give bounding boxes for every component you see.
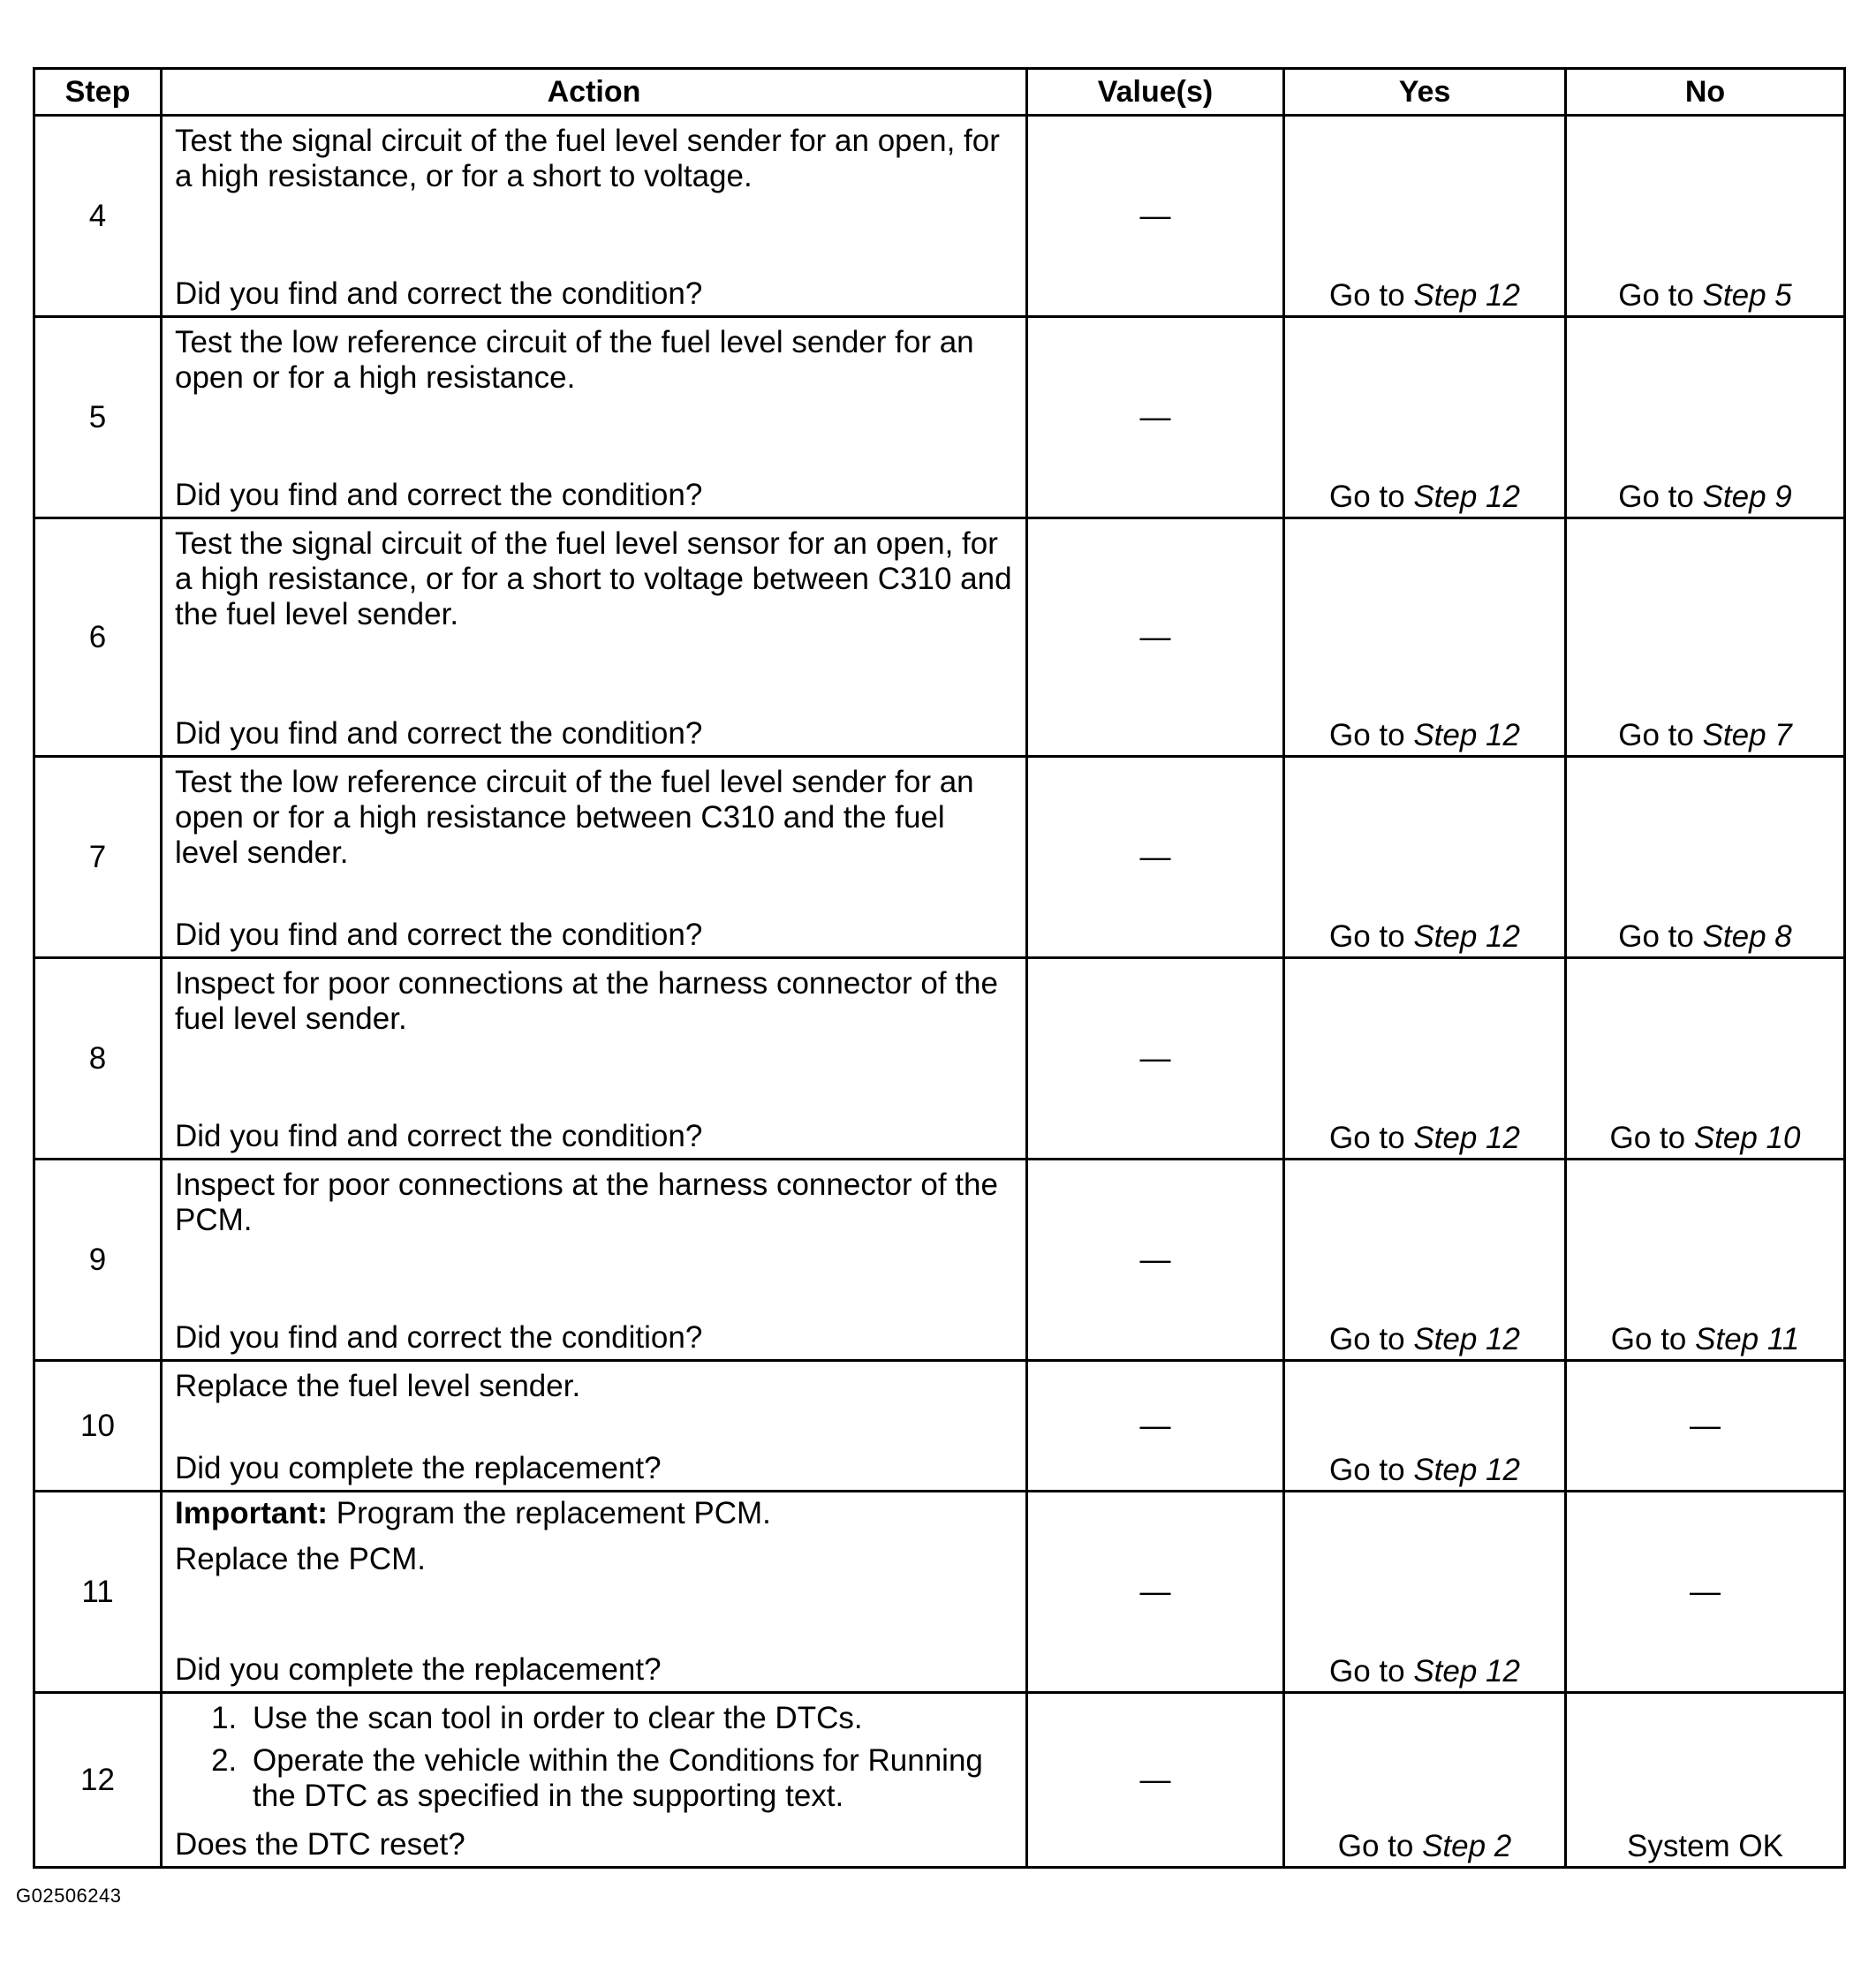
header-action: Action xyxy=(162,69,1027,116)
no-step-link[interactable]: Step 5 xyxy=(1702,278,1792,313)
header-step: Step xyxy=(34,69,162,116)
action-question: Did you find and correct the condition? xyxy=(175,1320,703,1355)
table-row xyxy=(34,1160,1845,1361)
yes-step-link[interactable]: Step 2 xyxy=(1422,1829,1512,1863)
goto-prefix: Go to xyxy=(1609,1121,1694,1155)
no-cell xyxy=(1566,958,1845,1160)
step-number: 5 xyxy=(34,317,162,518)
action-question: Did you find and correct the condition? xyxy=(175,1119,703,1153)
header-values: Value(s) xyxy=(1027,69,1284,116)
goto-prefix: Go to xyxy=(1329,1121,1414,1155)
value-cell: — xyxy=(1027,1492,1284,1693)
goto-prefix: Go to xyxy=(1329,1654,1414,1689)
yes-step-link[interactable]: Step 12 xyxy=(1413,1453,1520,1487)
yes-cell xyxy=(1284,1361,1566,1492)
important-text: Program the replacement PCM. xyxy=(328,1496,771,1530)
table-row xyxy=(34,1492,1845,1693)
yes-cell xyxy=(1284,116,1566,317)
no-step-link[interactable]: Step 7 xyxy=(1702,718,1792,752)
action-text: Test the low reference circuit of the fuel level sender for an open or for a high resistance between C310 and the fuel level sender. xyxy=(175,765,974,870)
table-row xyxy=(34,1693,1845,1868)
step-number: 10 xyxy=(34,1361,162,1492)
action-cell xyxy=(162,757,1027,958)
action-question: Did you find and correct the condition? xyxy=(175,478,703,512)
value-cell: — xyxy=(1027,1160,1284,1361)
table-row xyxy=(34,958,1845,1160)
no-step-link[interactable]: Step 9 xyxy=(1702,480,1792,514)
action-cell xyxy=(162,518,1027,757)
header-row xyxy=(34,69,1845,116)
step-number: 12 xyxy=(34,1693,162,1868)
figure-id: G02506243 xyxy=(16,1885,122,1907)
yes-step-link[interactable]: Step 12 xyxy=(1413,1654,1520,1689)
goto-prefix: Go to xyxy=(1329,1322,1414,1356)
goto-prefix: Go to xyxy=(1329,718,1414,752)
step-number: 6 xyxy=(34,518,162,757)
action-question: Did you complete the replacement? xyxy=(175,1652,662,1687)
yes-cell xyxy=(1284,1492,1566,1693)
yes-cell xyxy=(1284,1693,1566,1868)
action-cell xyxy=(162,1693,1027,1868)
action-cell xyxy=(162,1160,1027,1361)
goto-prefix: Go to xyxy=(1610,1322,1696,1356)
value-cell: — xyxy=(1027,1361,1284,1492)
value-cell: — xyxy=(1027,1693,1284,1868)
action-text: Inspect for poor connections at the harness connector of the fuel level sender. xyxy=(175,966,998,1036)
no-step-link[interactable]: Step 8 xyxy=(1702,919,1792,954)
goto-prefix: Go to xyxy=(1329,919,1414,954)
important-note xyxy=(175,1496,1013,1531)
yes-cell xyxy=(1284,317,1566,518)
yes-step-link[interactable]: Step 12 xyxy=(1413,919,1520,954)
yes-step-link[interactable]: Step 12 xyxy=(1413,480,1520,514)
value-cell: — xyxy=(1027,757,1284,958)
yes-cell xyxy=(1284,757,1566,958)
action-text: Replace the PCM. xyxy=(175,1542,427,1576)
action-cell xyxy=(162,317,1027,518)
goto-prefix: Go to xyxy=(1329,480,1414,514)
table-row xyxy=(34,1361,1845,1492)
step-number: 7 xyxy=(34,757,162,958)
no-cell: System OK xyxy=(1566,1693,1845,1868)
step-number: 11 xyxy=(34,1492,162,1693)
step-number: 8 xyxy=(34,958,162,1160)
goto-prefix: Go to xyxy=(1618,480,1703,514)
no-cell xyxy=(1566,757,1845,958)
no-cell xyxy=(1566,116,1845,317)
yes-step-link[interactable]: Step 12 xyxy=(1413,718,1520,752)
header-no: No xyxy=(1566,69,1845,116)
header-yes: Yes xyxy=(1284,69,1566,116)
value-cell: — xyxy=(1027,116,1284,317)
action-cell xyxy=(162,958,1027,1160)
list-item: 2. Operate the vehicle within the Conditions for Running the DTC as specified in the supporting text. xyxy=(246,1743,1013,1814)
no-cell: — xyxy=(1566,1361,1845,1492)
no-cell: — xyxy=(1566,1492,1845,1693)
action-question: Did you find and correct the condition? xyxy=(175,918,703,952)
value-cell: — xyxy=(1027,958,1284,1160)
list-item: 1. Use the scan tool in order to clear the DTCs. xyxy=(246,1701,1013,1736)
action-step-list xyxy=(175,1701,1013,1814)
action-text: Replace the fuel level sender. xyxy=(175,1369,581,1403)
yes-step-link[interactable]: Step 12 xyxy=(1413,1121,1520,1155)
no-step-link[interactable]: Step 10 xyxy=(1693,1121,1801,1155)
yes-step-link[interactable]: Step 12 xyxy=(1413,1322,1520,1356)
action-text: Test the signal circuit of the fuel level sender for an open, for a high resistance, or for a short to voltage. xyxy=(175,124,1000,193)
yes-cell xyxy=(1284,958,1566,1160)
action-question: Does the DTC reset? xyxy=(175,1827,465,1862)
table-row xyxy=(34,317,1845,518)
goto-prefix: Go to xyxy=(1618,278,1703,313)
step-number: 9 xyxy=(34,1160,162,1361)
diagnostic-steps-table xyxy=(33,67,1846,1869)
goto-prefix: Go to xyxy=(1329,1453,1414,1487)
goto-prefix: Go to xyxy=(1337,1829,1423,1863)
action-cell xyxy=(162,1492,1027,1693)
value-cell: — xyxy=(1027,317,1284,518)
action-text: Inspect for poor connections at the harness connector of the PCM. xyxy=(175,1167,998,1237)
goto-prefix: Go to xyxy=(1329,278,1414,313)
no-cell xyxy=(1566,1160,1845,1361)
yes-cell xyxy=(1284,1160,1566,1361)
goto-prefix: Go to xyxy=(1618,718,1703,752)
table-row xyxy=(34,518,1845,757)
table-row xyxy=(34,757,1845,958)
yes-step-link[interactable]: Step 12 xyxy=(1413,278,1520,313)
no-step-link[interactable]: Step 11 xyxy=(1695,1322,1800,1356)
action-cell xyxy=(162,116,1027,317)
action-question: Did you complete the replacement? xyxy=(175,1451,662,1485)
step-number: 4 xyxy=(34,116,162,317)
value-cell: — xyxy=(1027,518,1284,757)
no-cell xyxy=(1566,518,1845,757)
table-row xyxy=(34,116,1845,317)
action-question: Did you find and correct the condition? xyxy=(175,716,703,751)
action-text: Test the signal circuit of the fuel level sensor for an open, for a high resistance, or for a short to voltage between C310 and the fuel level sender. xyxy=(175,526,1012,631)
action-text: Test the low reference circuit of the fuel level sender for an open or for a high resistance. xyxy=(175,325,974,395)
important-label: Important: xyxy=(175,1496,329,1530)
yes-cell xyxy=(1284,518,1566,757)
goto-prefix: Go to xyxy=(1618,919,1703,954)
action-question: Did you find and correct the condition? xyxy=(175,276,703,311)
no-cell xyxy=(1566,317,1845,518)
action-cell xyxy=(162,1361,1027,1492)
